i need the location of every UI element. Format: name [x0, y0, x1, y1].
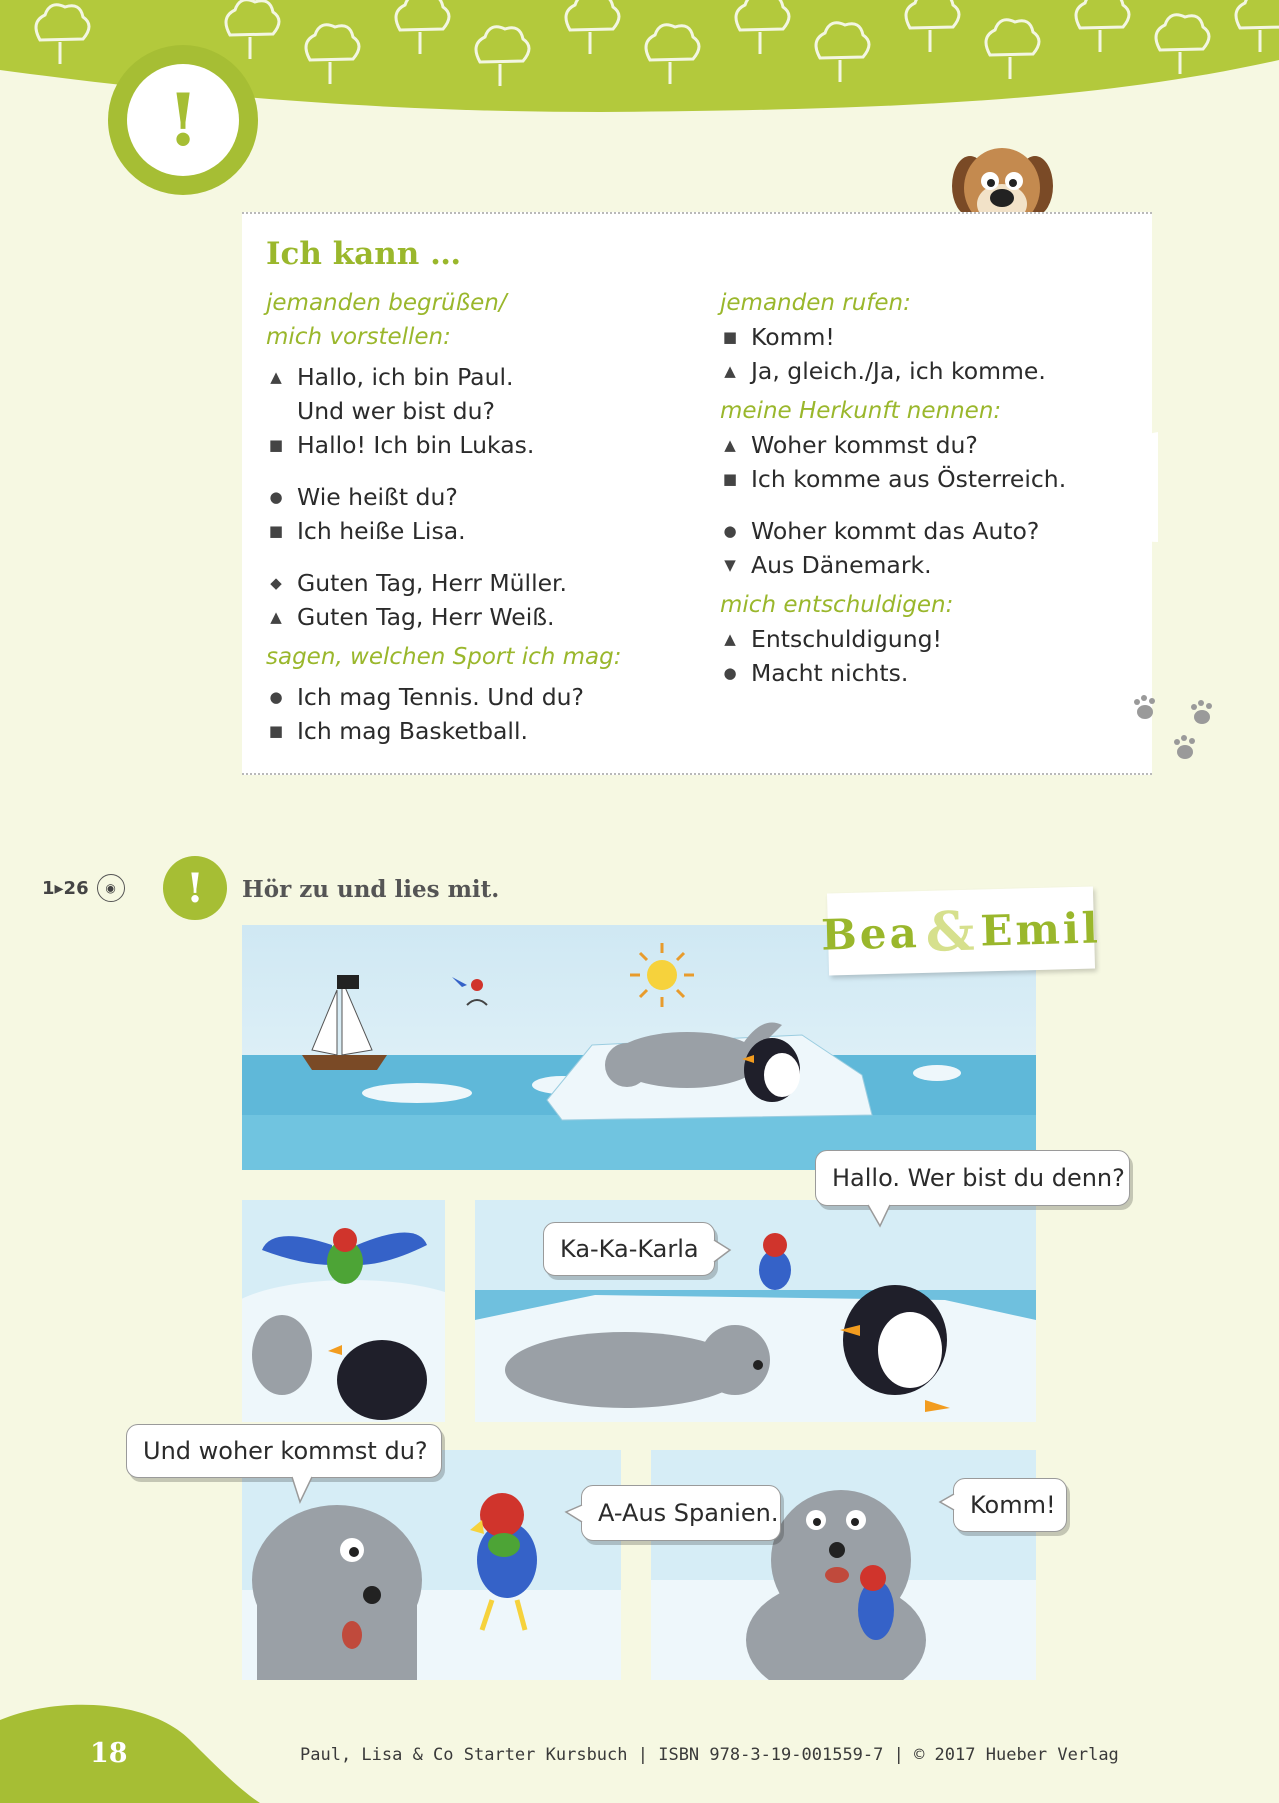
dialog-line: ■ Ich mag Basketball. [266, 714, 696, 748]
square-icon: ■ [268, 436, 284, 454]
square-icon: ■ [722, 470, 738, 488]
triangle-icon: ▲ [724, 436, 736, 454]
square-icon: ■ [268, 722, 284, 740]
category-label: mich entschuldigen: [720, 592, 954, 618]
dialog-line: ■ Ich komme aus Österreich. [720, 462, 1150, 496]
footer-text: Paul, Lisa & Co Starter Kursbuch | ISBN 978-3-19-001559-7 | © 2017 Hueber Verlag [300, 1745, 1119, 1765]
category-label: jemanden begrüßen/ [266, 290, 507, 316]
dialog-line: ● Ich mag Tennis. Und du? [266, 680, 696, 714]
page-number: 18 [90, 1738, 128, 1769]
dialog-line: ▲ Ja, gleich./Ja, ich komme. [720, 354, 1150, 388]
dialog-line: ● Wie heißt du? [266, 480, 696, 514]
circle-icon: ● [723, 664, 737, 682]
triangle-icon: ▲ [270, 368, 282, 386]
exclamation-icon: ! [186, 864, 204, 912]
audio-icon[interactable]: ◉ [97, 874, 125, 902]
dialog-line: ▼ Aus Dänemark. [720, 548, 1150, 582]
emil-name: Emil [979, 902, 1102, 955]
ich-kann-title: Ich kann … [266, 236, 462, 272]
circle-icon: ● [269, 488, 283, 506]
speech-bubble: Komm! [953, 1478, 1067, 1532]
dialog-line: ▲ Hallo, ich bin Paul. [266, 360, 696, 394]
track-number: 1▸26 [42, 877, 89, 899]
dialog-line: ▲ Entschuldigung! [720, 622, 1150, 656]
category-label: sagen, welchen Sport ich mag: [266, 644, 622, 670]
circle-icon: ● [723, 522, 737, 540]
circle-icon: ● [269, 688, 283, 706]
bea-name: Bea [820, 907, 921, 960]
category-label: jemanden rufen: [720, 290, 911, 316]
dialog-line: ■ Komm! [720, 320, 1150, 354]
dialog-line: ● Macht nichts. [720, 656, 1150, 690]
speech-bubble: Ka-Ka-Karla [543, 1222, 715, 1276]
triangle-icon: ▲ [724, 362, 736, 380]
dialog-line: ▲ Guten Tag, Herr Weiß. [266, 600, 696, 634]
dialog-line: Und wer bist du? [297, 397, 495, 425]
dialog-line: ■ Hallo! Ich bin Lukas. [266, 428, 696, 462]
dialog-line: ■ Ich heiße Lisa. [266, 514, 696, 548]
triangle-down-icon: ▼ [724, 556, 736, 574]
triangle-icon: ▲ [724, 630, 736, 648]
bottom-corner-shape [0, 1700, 260, 1803]
category-label: mich vorstellen: [266, 324, 451, 350]
dialog-line: ● Woher kommt das Auto? [720, 514, 1150, 548]
dialog-line: ◆ Guten Tag, Herr Müller. [266, 566, 696, 600]
category-label: meine Herkunft nennen: [720, 398, 1002, 424]
speech-bubble: Hallo. Wer bist du denn? [815, 1150, 1130, 1206]
triangle-icon: ▲ [270, 608, 282, 626]
ampersand: & [924, 898, 976, 964]
task-instruction: Hör zu und lies mit. [242, 876, 500, 903]
speech-bubble: Und woher kommst du? [126, 1424, 442, 1478]
square-icon: ■ [722, 328, 738, 346]
square-icon: ■ [268, 522, 284, 540]
exclamation-icon: ! [167, 77, 199, 162]
diamond-icon: ◆ [270, 574, 282, 592]
dialog-line: ▲ Woher kommst du? [720, 428, 1150, 462]
speech-bubble: A-Aus Spanien. [581, 1485, 781, 1541]
